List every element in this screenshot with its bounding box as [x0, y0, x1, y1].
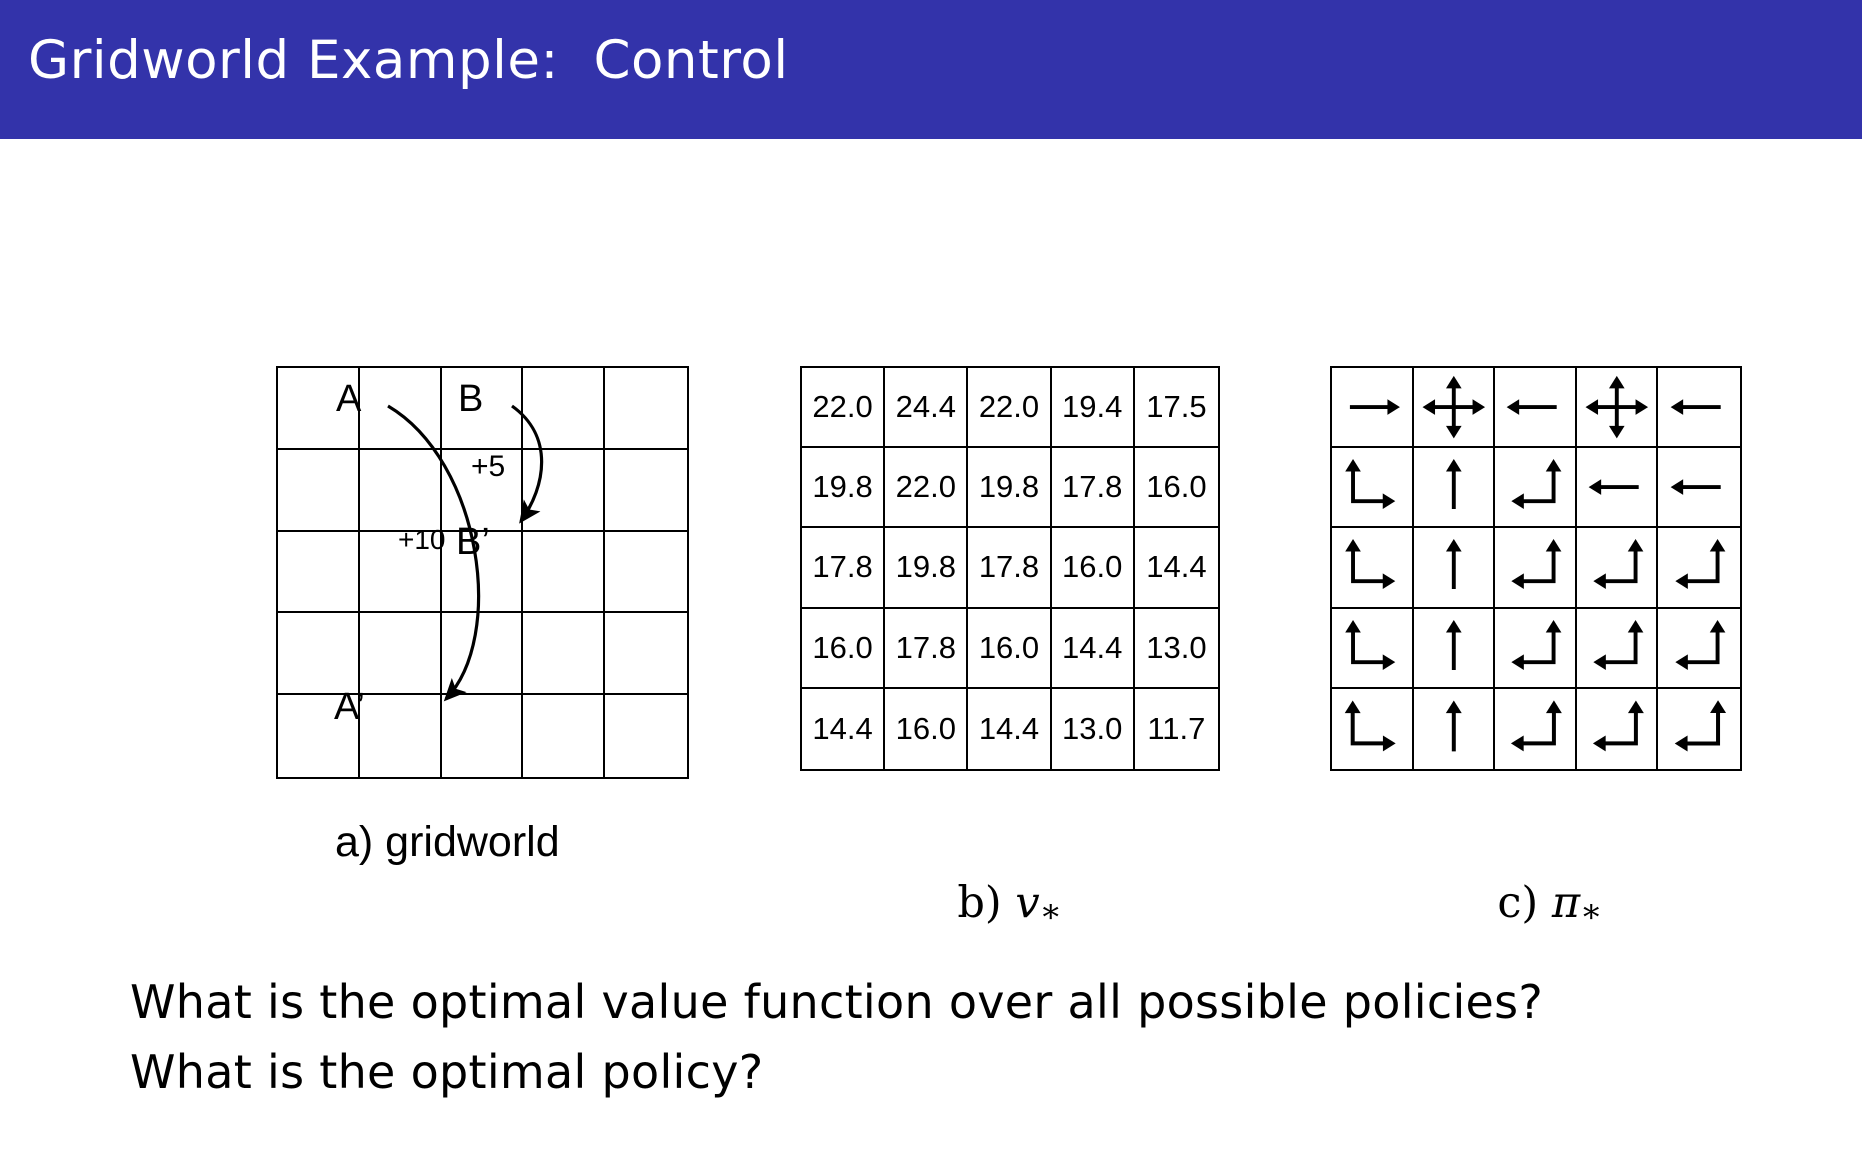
question-line-2: What is the optimal policy?: [130, 1045, 764, 1099]
caption-value-function: [930, 828, 1062, 930]
policy-cell: [1658, 689, 1740, 769]
arrow-up-left-elbow-icon: [1577, 689, 1657, 769]
value-cell: 14.4: [1135, 528, 1218, 608]
arrow-up-left-elbow-icon: [1495, 448, 1575, 526]
policy-cell: [1577, 368, 1659, 448]
page-title: Gridworld Example: Control: [28, 30, 789, 91]
policy-cell: [1658, 448, 1740, 528]
arrow-up-left-elbow-icon: [1495, 528, 1575, 606]
arrow-up-icon: [1414, 689, 1494, 769]
policy-cell: [1414, 689, 1496, 769]
value-cell: 24.4: [885, 368, 968, 448]
label-reward-b: +5: [471, 450, 506, 483]
value-cell: 16.0: [885, 689, 968, 769]
arrow-right-icon: [1332, 368, 1412, 446]
policy-cell: [1495, 368, 1577, 448]
value-cell: 22.0: [885, 448, 968, 528]
arrow-up-right-elbow-icon: [1332, 689, 1412, 769]
arrow-left-icon: [1577, 448, 1657, 526]
value-cell: 22.0: [802, 368, 885, 448]
caption-b-star: ∗: [1039, 890, 1063, 930]
arrow-up-left-elbow-icon: [1495, 609, 1575, 687]
arrow-left-icon: [1658, 368, 1740, 446]
policy-cell: [1414, 609, 1496, 689]
policy-cell: [1332, 528, 1414, 608]
value-cell: 16.0: [802, 609, 885, 689]
arrow-up-right-elbow-icon: [1332, 528, 1412, 606]
label-state-a-prime: A’: [334, 686, 365, 728]
caption-b-prefix: b): [957, 878, 1016, 928]
policy-cell: [1414, 448, 1496, 528]
arrow-up-icon: [1414, 448, 1494, 526]
caption-c-symbol: π: [1551, 878, 1581, 928]
policy-cell: [1658, 609, 1740, 689]
value-cell: 17.8: [968, 528, 1051, 608]
value-cell: 22.0: [968, 368, 1051, 448]
policy-cell: [1658, 528, 1740, 608]
policy-cell: [1658, 368, 1740, 448]
value-cell: 16.0: [1052, 528, 1135, 608]
policy-cell: [1495, 528, 1577, 608]
arrow-left-icon: [1495, 368, 1575, 446]
optimal-value-table: [800, 366, 1220, 771]
value-cell: 16.0: [968, 609, 1051, 689]
label-state-b: B: [458, 378, 484, 420]
value-cell: 14.4: [968, 689, 1051, 769]
arrow-all-directions-icon: [1414, 368, 1494, 446]
label-state-a: A: [336, 378, 362, 420]
caption-c-prefix: c): [1497, 878, 1552, 928]
policy-cell: [1414, 528, 1496, 608]
value-cell: 19.8: [968, 448, 1051, 528]
policy-cell: [1332, 448, 1414, 528]
arrow-all-directions-icon: [1577, 368, 1657, 446]
value-cell: 17.8: [885, 609, 968, 689]
policy-cell: [1414, 368, 1496, 448]
value-cell: 11.7: [1147, 710, 1206, 746]
policy-cell: [1495, 448, 1577, 528]
value-cell: 19.8: [885, 528, 968, 608]
value-cell: 16.0: [1135, 448, 1218, 528]
policy-cell: [1495, 609, 1577, 689]
arrow-up-left-elbow-icon: [1495, 689, 1575, 769]
arrow-up-right-elbow-icon: [1332, 448, 1412, 526]
policy-cell: [1577, 448, 1659, 528]
policy-cell: [1332, 368, 1414, 448]
arrow-up-left-elbow-icon: [1658, 609, 1740, 687]
value-grid: [800, 366, 1220, 771]
optimal-policy-table: [1330, 366, 1742, 771]
policy-cell: [1577, 528, 1659, 608]
value-cell: 14.4: [1052, 609, 1135, 689]
arrow-up-right-elbow-icon: [1332, 609, 1412, 687]
gridworld-diagram: [276, 366, 689, 779]
value-cell: 14.4: [802, 689, 885, 769]
policy-cell: [1332, 689, 1414, 769]
arrow-up-icon: [1414, 528, 1494, 606]
arrow-up-icon: [1414, 609, 1494, 687]
caption-b-symbol: v: [1015, 878, 1040, 928]
value-cell: 17.5: [1135, 368, 1218, 448]
slide-title-bar: [0, 0, 1862, 139]
value-cell: 13.0: [1052, 689, 1135, 769]
policy-cell: [1495, 689, 1577, 769]
policy-cell: [1577, 689, 1659, 769]
question-line-1: What is the optimal value function over all possible policies?: [130, 975, 1544, 1029]
value-cell: 13.0: [1135, 609, 1218, 689]
caption-c-star: ∗: [1580, 890, 1603, 930]
policy-cell: [1577, 609, 1659, 689]
policy-cell: [1332, 609, 1414, 689]
caption-gridworld: a) gridworld: [335, 818, 560, 866]
label-state-b-prime: B’: [456, 521, 490, 563]
arrow-up-left-elbow-icon: [1658, 689, 1740, 769]
arrow-up-left-elbow-icon: [1577, 528, 1657, 606]
value-cell: 19.8: [802, 448, 885, 528]
caption-policy: [1470, 828, 1603, 930]
label-reward-a: +10: [398, 524, 446, 555]
value-cell: 17.8: [802, 528, 885, 608]
value-cell: 17.8: [1052, 448, 1135, 528]
value-cell: 19.4: [1052, 368, 1135, 448]
arrow-left-icon: [1658, 448, 1740, 526]
policy-grid: [1330, 366, 1742, 771]
arrow-up-left-elbow-icon: [1658, 528, 1740, 606]
arrow-up-left-elbow-icon: [1577, 609, 1657, 687]
